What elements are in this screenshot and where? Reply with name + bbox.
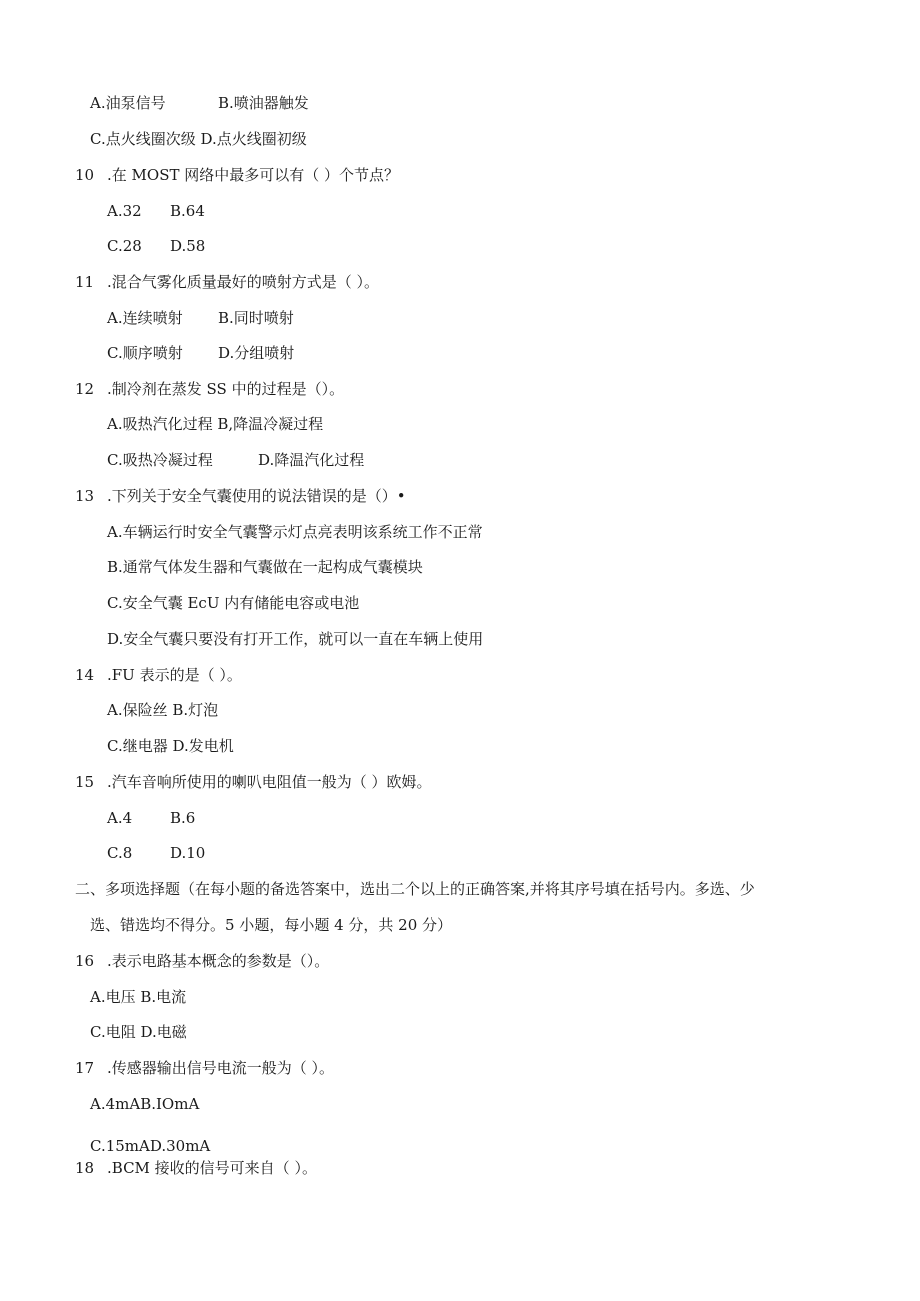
q16-option-ab: A.电压 B.电流 [90,988,187,1006]
question-text: .下列关于安全气囊使用的说法错误的是（）• [107,487,406,505]
q10-option-b: B.64 [170,202,205,220]
question-text: .表示电路基本概念的参数是（）。 [107,952,330,970]
q15-option-c: C.8 [107,844,133,862]
question-number: 17 [75,1059,95,1077]
q12-option-ab: A.吸热汽化过程 B,降温冷凝过程 [107,415,324,433]
q13-option-d: D.安全气囊只要没有打开工作，就可以一直在车辆上使用 [107,630,484,648]
question-text: .制冷剂在蒸发 SS 中的过程是（）。 [107,380,345,398]
q11-option-a: A.连续喷射 [107,309,183,327]
question-number: 11 [75,273,95,291]
question-10 [75,165,399,185]
question-number: 13 [75,487,95,505]
q12-option-d: D.降温汽化过程 [258,451,365,469]
q11-option-d: D.分组喷射 [218,344,295,362]
q17-option-ab: A.4mAB.IOmA [90,1095,200,1113]
question-15 [75,772,432,792]
question-11 [75,272,379,292]
question-text: .混合气雾化质量最好的喷射方式是（ ）。 [107,273,380,291]
question-number: 18 [75,1159,95,1177]
q14-option-cd: C.继电器 D.发电机 [107,737,234,755]
question-number: 16 [75,952,95,970]
question-14 [75,665,242,685]
q15-option-b: B.6 [170,809,196,827]
q11-option-c: C.顺序喷射 [107,344,183,362]
q15-option-d: D.10 [170,844,206,862]
question-12 [75,379,344,399]
section-heading-line1: 二、多项选择题（在每小题的备选答案中，选出二个以上的正确答案,并将其序号填在括号内。多选、少 [75,880,755,898]
question-number: 14 [75,666,95,684]
q9-option-b: B.喷油器触发 [218,94,309,112]
question-text: .BCM 接收的信号可来自（ ）。 [107,1159,317,1177]
q17-option-cd: C.15mAD.30mA [90,1137,211,1155]
question-number: 12 [75,380,95,398]
q11-option-b: B.同时喷射 [218,309,294,327]
question-text: .传感器输出信号电流一般为（ ）。 [107,1059,335,1077]
q16-option-cd: C.电阻 D.电磁 [90,1023,187,1041]
q10-option-a: A.32 [107,202,142,220]
q10-option-d: D.58 [170,237,206,255]
q9-option-cd: C.点火线圈次级 D.点火线圈初级 [90,130,307,148]
q9-option-a: A.油泵信号 [90,94,166,112]
q13-option-b: B.通常气体发生器和气囊做在一起构成气囊模块 [107,558,423,576]
q12-option-c: C.吸热冷凝过程 [107,451,213,469]
q10-option-c: C.28 [107,237,142,255]
question-number: 15 [75,773,95,791]
question-17 [75,1058,334,1078]
question-13 [75,486,406,506]
q13-option-c: C.安全气囊 EcU 内有储能电容或电池 [107,594,360,612]
q15-option-a: A.4 [107,809,133,827]
q14-option-ab: A.保险丝 B.灯泡 [107,701,219,719]
question-16 [75,951,329,971]
section-heading-line2: 选、错选均不得分。5 小题，每小题 4 分，共 20 分） [90,916,453,934]
q13-option-a: A.车辆运行时安全气囊警示灯点亮表明该系统工作不正常 [107,523,483,541]
question-text: .在 MOST 网络中最多可以有（ ）个节点？ [107,166,400,184]
question-text: .汽车音响所使用的喇叭电阻值一般为（ ）欧姆。 [107,773,432,791]
question-18 [75,1158,317,1178]
question-number: 10 [75,166,95,184]
question-text: .FU 表示的是（ ）。 [107,666,242,684]
